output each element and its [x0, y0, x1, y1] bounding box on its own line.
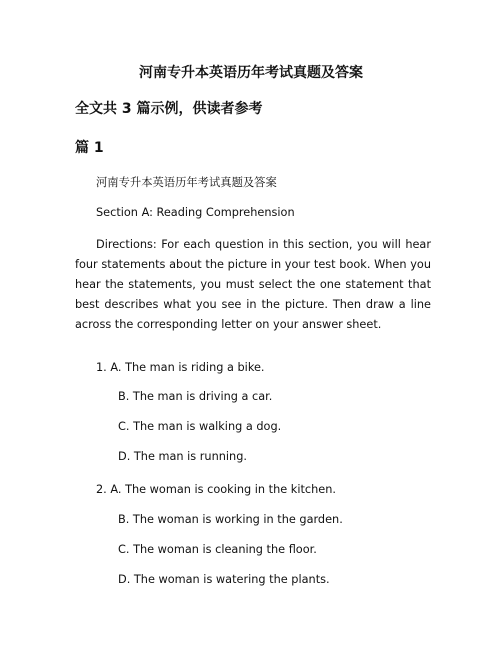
question-1-option-b: B. The man is driving a car. [118, 390, 273, 403]
directions-paragraph: Directions: For each question in this section, you will hear four statements about the picture in your test book. When you hear the statements, you must select the one statement that best describes what you see in the picture. Then draw a line across the corresponding letter on your answer sheet. [75, 238, 431, 331]
question-1-option-d: D. The man is running. [118, 450, 247, 463]
section-name: Section A: Reading Comprehension [96, 206, 295, 219]
question-2-option-c: C. The woman is cleaning the floor. [118, 543, 317, 556]
document-title: 河南专升本英语历年考试真题及答案 [139, 65, 363, 81]
question-2-option-d: D. The woman is watering the plants. [118, 573, 330, 586]
section-heading: 篇 1 [75, 140, 104, 156]
intro-title: 河南专升本英语历年考试真题及答案 [96, 176, 277, 189]
question-2-stem: 2. A. The woman is cooking in the kitchen. [96, 483, 336, 496]
question-1-stem: 1. A. The man is riding a bike. [96, 361, 265, 374]
question-2-option-b: B. The woman is working in the garden. [118, 513, 343, 526]
document-subtitle: 全文共 3 篇示例，供读者参考 [75, 101, 263, 117]
question-1-option-c: C. The man is walking a dog. [118, 420, 282, 433]
